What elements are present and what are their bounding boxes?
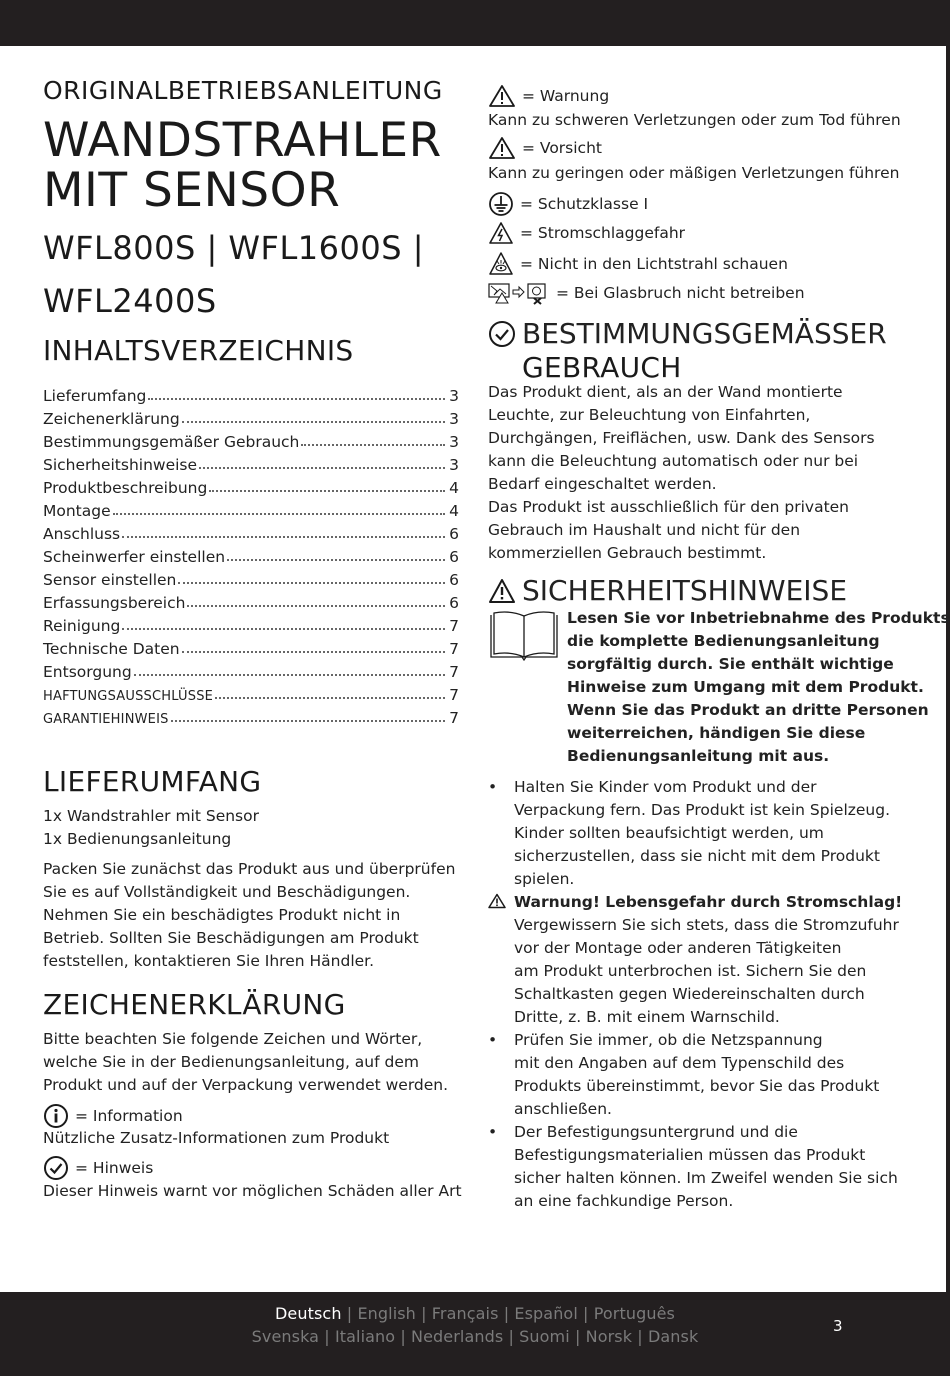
toc-page: 3 — [449, 387, 459, 405]
toc-page: 6 — [449, 571, 459, 589]
vorsicht-label: = Vorsicht — [522, 139, 602, 157]
text-line: sorgfältig durch. Sie enthält wichtige — [567, 655, 894, 673]
text-line: Lesen Sie vor Inbetriebnahme des Produkts — [567, 609, 950, 627]
list-item — [488, 1029, 918, 1121]
toc-page: 4 — [449, 479, 459, 497]
toc-leader — [122, 536, 445, 538]
info-description — [43, 1127, 389, 1150]
text-line: Packen Sie zunächst das Produkt aus und überprüfen — [43, 860, 456, 878]
text-line: Befestigungsmaterialien müssen das Produkt — [514, 1146, 866, 1164]
warnung-symbol-row — [488, 84, 609, 108]
toc-page: 3 — [449, 410, 459, 428]
toc-leader — [148, 398, 445, 400]
toc-heading: INHALTSVERZEICHNIS — [43, 334, 354, 367]
read-instructions-note — [567, 607, 950, 768]
bullet-mark: • — [488, 1123, 498, 1141]
protective-earth-icon — [488, 191, 514, 217]
model-line: WFL800S | WFL1600S | — [43, 229, 424, 267]
stromschlag-label: = Stromschlaggefahr — [520, 224, 686, 242]
toc-label: Technische Daten — [43, 640, 180, 658]
checkmark-circle-icon — [43, 1155, 69, 1181]
text-line: Bedarf eingeschaltet werden. — [488, 475, 717, 493]
warnung-label: = Warnung — [522, 87, 610, 105]
info-symbol-row — [43, 1103, 183, 1129]
toc-page: 7 — [449, 686, 459, 704]
text-line: Das Produkt dient, als an der Wand montierte — [488, 383, 843, 401]
gebrauch-paragraph — [488, 381, 875, 565]
toc-leader — [301, 444, 445, 446]
toc-row[interactable] — [43, 497, 459, 520]
text-line: Nehmen Sie ein beschädigtes Produkt nicht in — [43, 906, 401, 924]
toc-label: Erfassungsbereich — [43, 594, 186, 612]
toc-leader — [227, 559, 445, 561]
text-line: spielen. — [514, 870, 575, 888]
sicherheit-heading-row — [488, 574, 847, 607]
broken-glass-icon — [488, 281, 550, 305]
text-line: Produkts übereinstimmt, bevor Sie das Produkt — [514, 1077, 880, 1095]
page-title — [43, 113, 442, 218]
text-line: weiterreichen, händigen Sie diese — [567, 724, 866, 742]
checkmark-circle-icon — [488, 320, 516, 348]
toc-page: 3 — [449, 433, 459, 451]
hinweis-label: = Hinweis — [75, 1159, 154, 1177]
text-line: Bitte beachten Sie folgende Zeichen und Wörter, — [43, 1030, 423, 1048]
sicherheit-heading: SICHERHEITSHINWEISE — [522, 574, 848, 607]
toc-label: Zeichenerklärung — [43, 410, 180, 428]
text-line: sicherzustellen, dass sie nicht mit dem Produkt — [514, 847, 880, 865]
toc-page: 7 — [449, 663, 459, 681]
toc-row[interactable] — [43, 451, 459, 474]
toc-page: 7 — [449, 640, 459, 658]
toc-label: Produktbeschreibung — [43, 479, 208, 497]
toc-leader — [215, 697, 445, 699]
toc-page: 3 — [449, 456, 459, 474]
toc-leader — [134, 674, 445, 676]
lichtstrahl-label: = Nicht in den Lichtstrahl schauen — [520, 255, 788, 273]
toc-label: Entsorgung — [43, 663, 132, 681]
schutzklasse-label: = Schutzklasse I — [520, 195, 649, 213]
toc-leader — [199, 467, 445, 469]
info-label: = Information — [75, 1107, 183, 1125]
toc-leader — [209, 490, 445, 492]
toc-label: Anschluss — [43, 525, 121, 543]
page-number: 3 — [833, 1317, 843, 1335]
toc-row[interactable] — [43, 543, 459, 566]
text-line: feststellen, kontaktieren Sie Ihren Händler. — [43, 952, 375, 970]
title-line: MIT SENSOR — [43, 163, 341, 218]
toc-label: Lieferumfang — [43, 387, 147, 405]
text-line: anschließen. — [514, 1100, 612, 1118]
text-line: welche Sie in der Bedienungsanleitung, auf dem — [43, 1053, 419, 1071]
toc-label: Bestimmungsgemäßer Gebrauch — [43, 433, 300, 451]
toc-page: 6 — [449, 525, 459, 543]
warning-triangle-icon — [488, 578, 516, 604]
text-line: kann die Beleuchtung automatisch oder nur bei — [488, 452, 859, 470]
text-line: vor der Montage oder anderen Tätigkeiten — [514, 939, 842, 957]
toc-leader — [182, 421, 445, 423]
text-line: Bedienungsanleitung mit aus. — [567, 747, 830, 765]
text-line: Kann zu geringen oder mäßigen Verletzungen führen — [488, 164, 900, 182]
text-line: Betrieb. Sollten Sie Beschädigungen am Produkt — [43, 929, 419, 947]
warning-mark — [488, 891, 508, 914]
toc-row[interactable] — [43, 612, 459, 635]
language-options[interactable]: | English | Français | Español | Português — [341, 1304, 675, 1323]
text-line: Produkt und auf der Verpackung verwendet werden. — [43, 1076, 449, 1094]
list-item: 1x Wandstrahler mit Sensor — [43, 807, 259, 825]
lichtstrahl-row — [488, 251, 788, 277]
text-line: Dieser Hinweis warnt vor möglichen Schäden aller Art — [43, 1182, 462, 1200]
toc-label: GARANTIEHINWEIS — [43, 712, 169, 727]
bullet-mark: • — [488, 778, 498, 796]
stromschlag-row — [488, 221, 685, 245]
glasbruch-row — [488, 281, 805, 305]
warning-triangle-icon — [488, 893, 506, 909]
hinweis-description — [43, 1180, 462, 1203]
toc-row[interactable] — [43, 681, 459, 704]
toc-page: 4 — [449, 502, 459, 520]
warning-item — [488, 891, 918, 1029]
list-item — [488, 1121, 918, 1213]
toc-row[interactable] — [43, 658, 459, 681]
toc-leader — [187, 605, 445, 607]
text-line: Nützliche Zusatz-Informationen zum Produkt — [43, 1129, 390, 1147]
gebrauch-heading-row — [488, 317, 887, 350]
toc-row[interactable] — [43, 382, 459, 405]
toc-label: Reinigung — [43, 617, 121, 635]
safety-list — [488, 776, 918, 1213]
model-line: WFL2400S — [43, 282, 217, 320]
toc-row[interactable] — [43, 635, 459, 658]
warning-title: Warnung! Lebensgefahr durch Stromschlag! — [514, 893, 903, 911]
text-line: Hinweise zum Umgang mit dem Produkt. — [567, 678, 924, 696]
footer-bar — [0, 1292, 950, 1376]
toc-page: 7 — [449, 709, 459, 727]
text-line: Vergewissern Sie sich stets, dass die Stromzufuhr — [514, 916, 899, 934]
text-line: am Produkt unterbrochen ist. Sichern Sie den — [514, 962, 867, 980]
toc-page: 6 — [449, 548, 459, 566]
toc-label: HAFTUNGSAUSSCHLÜSSE — [43, 689, 214, 704]
toc-leader — [182, 651, 445, 653]
hinweis-symbol-row — [43, 1155, 153, 1181]
text-line: Durchgängen, Freiflächen, usw. Dank des Sensors — [488, 429, 875, 447]
text-line: Der Befestigungsuntergrund und die — [514, 1123, 798, 1141]
toc-leader — [113, 513, 445, 515]
caution-triangle-icon — [488, 136, 516, 160]
text-line: Wenn Sie das Produkt an dritte Personen — [567, 701, 929, 719]
toc-leader — [178, 582, 445, 584]
list-item — [488, 776, 918, 891]
list-item: 1x Bedienungsanleitung — [43, 830, 232, 848]
toc-leader — [122, 628, 445, 630]
gebrauch-heading-line2: GEBRAUCH — [522, 351, 682, 384]
zeichen-intro — [43, 1028, 448, 1097]
lieferumfang-list — [43, 805, 259, 851]
table-of-contents — [43, 382, 459, 727]
text-line: kommerziellen Gebrauch bestimmt. — [488, 544, 767, 562]
text-line: Das Produkt ist ausschließlich für den privaten — [488, 498, 850, 516]
text-line: Gebrauch im Haushalt und nicht für den — [488, 521, 801, 539]
toc-row[interactable] — [43, 566, 459, 589]
glasbruch-label: = Bei Glasbruch nicht betreiben — [556, 284, 805, 302]
text-line: Kann zu schweren Verletzungen oder zum Tod führen — [488, 111, 901, 129]
text-line: Prüfen Sie immer, ob die Netzspannung — [514, 1031, 823, 1049]
vorsicht-description — [488, 162, 899, 185]
toc-page: 7 — [449, 617, 459, 635]
info-icon — [43, 1103, 69, 1129]
language-selector-line — [0, 1304, 950, 1323]
schutzklasse-row — [488, 191, 648, 217]
zeichen-heading: ZEICHENERKLÄRUNG — [43, 988, 346, 1021]
warning-triangle-icon — [488, 84, 516, 108]
toc-label: Sensor einstellen — [43, 571, 177, 589]
gebrauch-heading: BESTIMMUNGSGEMÄSSER — [522, 317, 887, 350]
text-line: Halten Sie Kinder vom Produkt und der — [514, 778, 817, 796]
toc-row[interactable] — [43, 474, 459, 497]
toc-label: Montage — [43, 502, 111, 520]
toc-page: 6 — [449, 594, 459, 612]
text-line: Sie es auf Vollständigkeit und Beschädigungen. — [43, 883, 411, 901]
electric-shock-icon — [488, 221, 514, 245]
text-line: sicher halten können. Im Zweifel wenden Sie sich — [514, 1169, 898, 1187]
text-line: Leuchte, zur Beleuchtung von Einfahrten, — [488, 406, 811, 424]
top-bar — [0, 0, 950, 46]
language-active[interactable]: Deutsch — [275, 1304, 342, 1323]
toc-label: Sicherheitshinweise — [43, 456, 198, 474]
toc-row[interactable] — [43, 428, 459, 451]
language-options[interactable]: Svenska | Italiano | Nederlands | Suomi | Norsk | Dansk — [251, 1327, 699, 1346]
bullet-mark: • — [488, 1031, 498, 1049]
text-line: die komplette Bedienungsanleitung — [567, 632, 880, 650]
title-line: WANDSTRAHLER — [43, 113, 442, 168]
text-line: Dritte, z. B. mit einem Warnschild. — [514, 1008, 780, 1026]
warnung-description — [488, 109, 901, 132]
text-line: Kinder sollten beaufsichtigt werden, um — [514, 824, 824, 842]
toc-label: Scheinwerfer einstellen — [43, 548, 226, 566]
toc-row[interactable] — [43, 589, 459, 612]
no-eye-light-icon — [488, 251, 514, 277]
text-line: an eine fachkundige Person. — [514, 1192, 734, 1210]
text-line: Schaltkasten gegen Wiedereinschalten durch — [514, 985, 865, 1003]
toc-row[interactable] — [43, 704, 459, 727]
lieferumfang-heading: LIEFERUMFANG — [43, 765, 262, 798]
toc-row[interactable] — [43, 520, 459, 543]
book-icon — [488, 609, 560, 663]
lieferumfang-paragraph — [43, 858, 455, 973]
toc-leader — [171, 720, 445, 722]
text-line: mit den Angaben auf dem Typenschild des — [514, 1054, 845, 1072]
document-kicker: ORIGINALBETRIEBSANLEITUNG — [43, 76, 443, 105]
text-line: Verpackung fern. Das Produkt ist kein Spielzeug. — [514, 801, 891, 819]
toc-row[interactable] — [43, 405, 459, 428]
vorsicht-symbol-row — [488, 136, 602, 160]
